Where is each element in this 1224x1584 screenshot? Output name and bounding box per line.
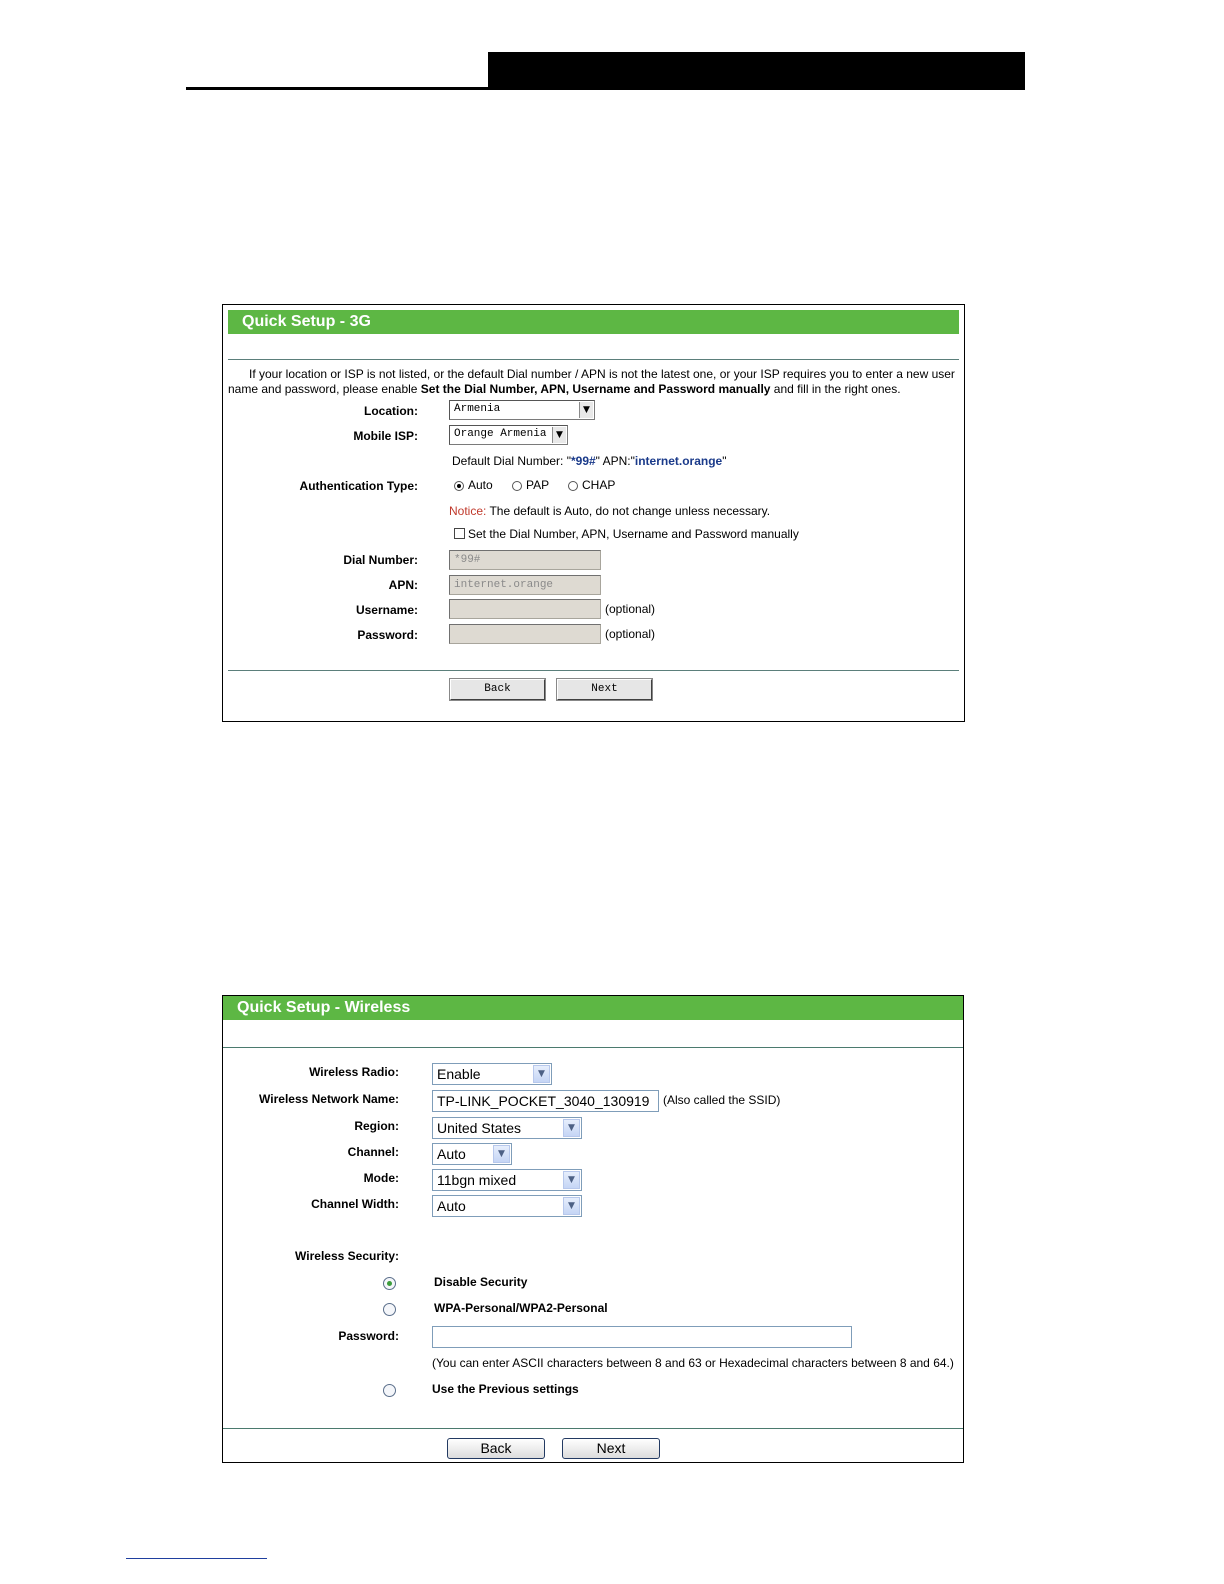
auth-pap-label: PAP [526, 478, 550, 492]
auth-chap-radio[interactable] [568, 481, 578, 491]
bottom-divider [223, 1428, 963, 1429]
auth-chap-label: CHAP [582, 478, 616, 492]
dial-number-field[interactable]: *99# [449, 550, 601, 570]
next-button[interactable]: Next [562, 1438, 660, 1459]
radio-dot [457, 484, 461, 488]
default-apn: internet.orange [634, 454, 723, 468]
bottom-divider [228, 670, 959, 671]
intro-bold: Set the Dial Number, APN, Username and Password manually [420, 382, 771, 396]
mode-label: Mode: [363, 1171, 399, 1185]
chevron-down-icon: ▼ [552, 427, 566, 443]
channel-value: Auto [437, 1146, 466, 1162]
username-label: Username: [355, 603, 418, 617]
wireless-radio-label: Wireless Radio: [309, 1065, 399, 1079]
intro-text: name and password, please enable [228, 382, 421, 396]
chevron-down-icon: ▼ [493, 1145, 510, 1163]
previous-settings-radio[interactable] [383, 1384, 396, 1397]
mode-select[interactable] [432, 1169, 582, 1191]
region-label: Region: [354, 1119, 399, 1133]
password-field[interactable] [449, 624, 601, 644]
wireless-radio-value: Enable [437, 1066, 481, 1082]
dial-number-label: Dial Number: [343, 553, 418, 567]
default-dial-number: *99# [570, 454, 596, 468]
intro-text-end: and fill in the right ones. [770, 382, 901, 396]
panel-title: Quick Setup - 3G [228, 310, 959, 334]
header-black-bar [488, 52, 1025, 89]
header-rule [186, 87, 1025, 90]
default-dial-mid: " APN:" [595, 454, 635, 468]
wireless-password-field[interactable] [432, 1326, 852, 1348]
mobile-isp-value: Orange Armenia [454, 428, 547, 440]
auth-pap-radio[interactable] [512, 481, 522, 491]
auth-auto-label: Auto [468, 478, 493, 492]
top-divider [223, 1047, 963, 1048]
wpa-personal-radio[interactable] [383, 1303, 396, 1316]
ssid-field[interactable]: TP-LINK_POCKET_3040_130919 [432, 1090, 659, 1112]
top-divider [228, 359, 959, 360]
intro-line-2 [228, 382, 901, 396]
chevron-down-icon: ▼ [579, 402, 593, 418]
auth-auto-radio[interactable] [454, 481, 464, 491]
panel-title: Quick Setup - Wireless [223, 996, 963, 1020]
password-length-hint: (You can enter ASCII characters between 8 and 63 or Hexadecimal characters between 8 and 64.) [432, 1356, 954, 1370]
wireless-security-label: Wireless Security: [295, 1249, 399, 1263]
previous-settings-label: Use the Previous settings [432, 1382, 579, 1396]
channel-select[interactable] [432, 1143, 512, 1165]
wireless-password-label: Password: [338, 1329, 399, 1343]
footer-link-underline [126, 1558, 267, 1559]
apn-field[interactable]: internet.orange [449, 575, 601, 595]
ssid-label: Wireless Network Name: [259, 1092, 399, 1106]
chevron-down-icon: ▼ [533, 1065, 550, 1083]
location-label: Location: [364, 404, 418, 418]
back-button[interactable]: Back [447, 1438, 545, 1459]
chevron-down-icon: ▼ [563, 1119, 580, 1137]
apn-label: APN: [388, 578, 418, 592]
wireless-radio-select[interactable] [432, 1063, 552, 1085]
channel-width-label: Channel Width: [311, 1197, 399, 1211]
password-label: Password: [357, 628, 418, 642]
default-dial-info [452, 454, 727, 468]
radio-dot [387, 1281, 392, 1286]
manual-checkbox[interactable] [454, 528, 465, 539]
intro-line-1: If your location or ISP is not listed, or the default Dial number / APN is not the latest one, or your ISP requires you to enter a new user [249, 367, 955, 381]
wpa-personal-label: WPA-Personal/WPA2-Personal [434, 1301, 608, 1315]
location-value: Armenia [454, 403, 501, 415]
channel-width-select[interactable] [432, 1195, 582, 1217]
chevron-down-icon: ▼ [563, 1197, 580, 1215]
location-select[interactable] [449, 400, 595, 420]
username-optional-hint: (optional) [605, 602, 656, 616]
quick-setup-3g-panel [222, 304, 965, 722]
disable-security-label: Disable Security [434, 1275, 528, 1289]
chevron-down-icon: ▼ [563, 1171, 580, 1189]
region-value: United States [437, 1120, 522, 1136]
default-dial-suffix: " [722, 454, 727, 468]
channel-label: Channel: [347, 1145, 399, 1159]
password-optional-hint: (optional) [605, 627, 656, 641]
disable-security-radio[interactable] [383, 1277, 396, 1290]
quick-setup-wireless-panel [222, 995, 964, 1463]
manual-checkbox-label: Set the Dial Number, APN, Username and Password manually [468, 527, 799, 541]
mode-value: 11bgn mixed [437, 1172, 517, 1188]
default-dial-prefix: Default Dial Number: " [452, 454, 571, 468]
username-field[interactable] [449, 599, 601, 619]
next-button[interactable]: Next [557, 679, 652, 700]
notice-message: The default is Auto, do not change unless necessary. [486, 504, 771, 518]
channel-width-value: Auto [437, 1198, 466, 1214]
auth-type-label: Authentication Type: [299, 479, 418, 493]
mobile-isp-label: Mobile ISP: [353, 429, 418, 443]
mobile-isp-select[interactable] [449, 425, 568, 445]
ssid-hint: (Also called the SSID) [663, 1093, 781, 1107]
notice-word: Notice: [449, 504, 487, 518]
region-select[interactable] [432, 1117, 582, 1139]
notice-text [449, 504, 770, 518]
back-button[interactable]: Back [450, 679, 545, 700]
